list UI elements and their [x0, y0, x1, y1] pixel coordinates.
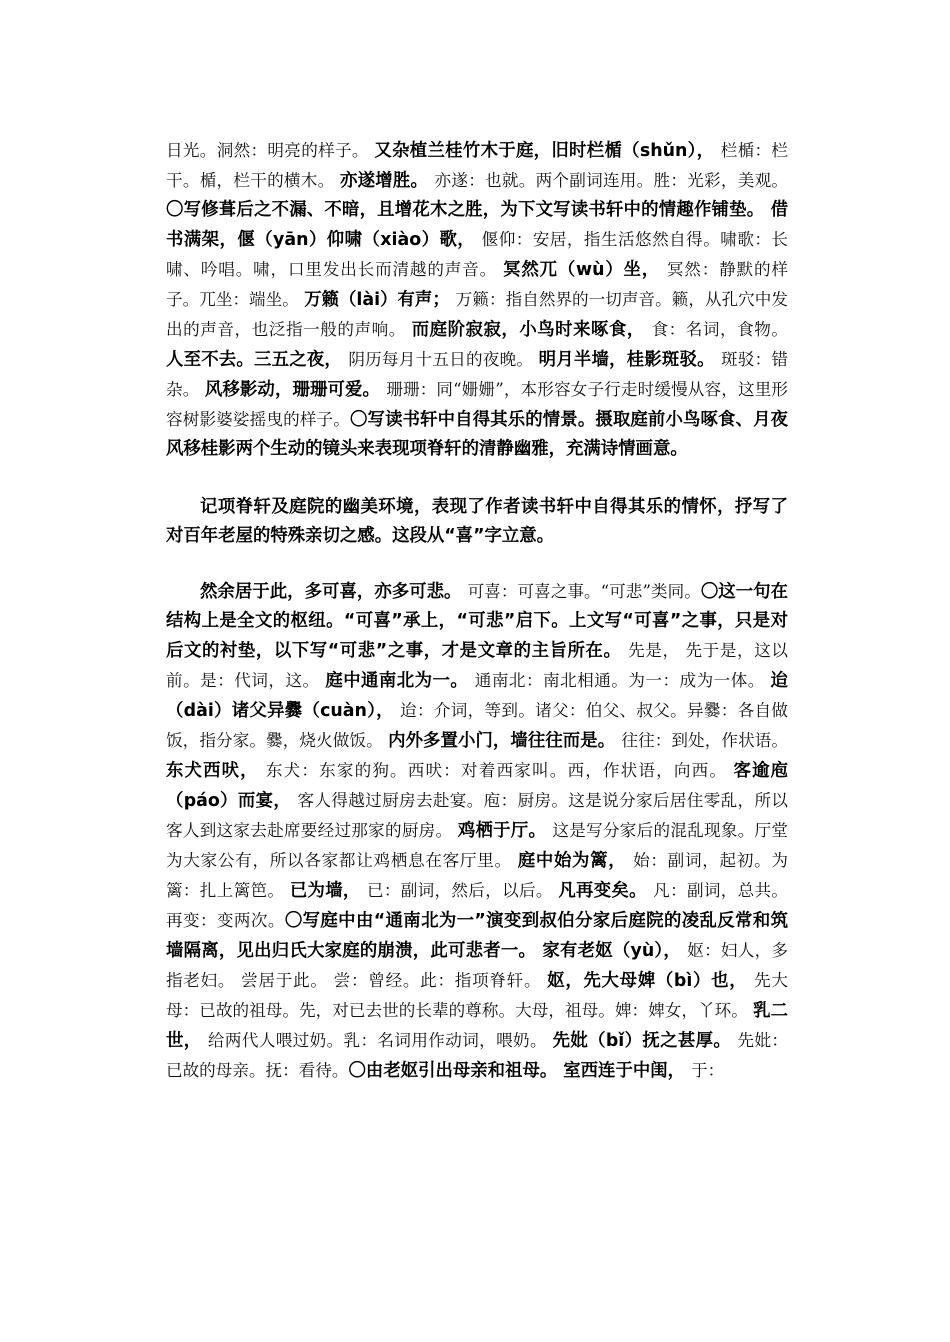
annotation-run: 通南北：南北相通。为一：成为一体。 [474, 671, 771, 690]
text-run: 妪，先大母婢（bì）也， [547, 971, 755, 991]
annotation-run: 冥然：静默的样子。兀坐：端坐。 [166, 260, 788, 309]
text-run: 迨（dài）诸父异爨（cuàn）， [166, 671, 788, 721]
text-run: 风移影动，珊珊可爱。 [204, 380, 387, 400]
annotation-run: 亦遂：也就。两个副词连用。胜：光彩，美观。 [434, 171, 789, 190]
annotation-run: 往往：到处，作状语。 [621, 731, 789, 750]
text-run: 庭中始为篱， [517, 851, 634, 871]
text-run: 冥然兀（wù）坐， [503, 260, 667, 280]
annotation-run: 迨：介词，等到。诸父：伯父、叔父。异爨：各自做饭，指分家。爨，烧火做饭。 [166, 701, 788, 750]
annotation-run: 斑驳：错杂。 [166, 350, 788, 399]
text-run: 先妣（bǐ）抚之甚厚。 [552, 1031, 738, 1051]
annotation-run: 东犬：东家的狗。西吠：对着西家叫。西，作状语，向西。 [265, 761, 734, 780]
annotation-run: 先妣：已故的母亲。抚：看待。 [166, 1031, 789, 1080]
text-run: 庭中通南北为一。 [325, 671, 475, 691]
text-run: 〇写读书轩中自得其乐的情景。摄取庭前小鸟啄食、月夜风移桂影两个生动的镜头来表现项脊轩的清静幽雅，充满诗情画意。 [166, 410, 788, 459]
text-run: 〇由老妪引出母亲和祖母。 室西连于中闺， [348, 1061, 692, 1081]
annotation-run: 阴历每月十五日的夜晚。 [348, 350, 539, 369]
annotation-run: 食：名词，食物。 [651, 320, 788, 339]
paragraph-1 [166, 136, 788, 464]
text-run: 明月半墙，桂影斑驳。 [538, 350, 721, 370]
annotation-run: 已：副词，然后，以后。 [366, 881, 559, 900]
annotation-run: 日光。洞然：明亮的样子。 [166, 141, 375, 160]
annotation-run: 先大母：已故的祖母。先，对已去世的长辈的尊称。大母，祖母。婢：婢女，丫环。 [166, 971, 789, 1020]
text-run: 鸡栖于厅。 [457, 821, 553, 841]
annotation-run: 凡：副词，总共。再变：变两次。 [166, 881, 789, 930]
text-run: 已为墙， [289, 881, 367, 901]
text-run: 万籁（lài）有声； [304, 290, 456, 310]
text-run: 〇写修葺后之不漏、不暗，且增花木之胜，为下文写读书轩中的情趣作铺垫。 借书满架，偃（yān）仰啸（xiào）歌， [166, 200, 788, 250]
annotation-run: 珊珊：同“姗姗”，本形容女子行走时缓慢从容，这里形容树影婆娑摇曳的样子。 [166, 380, 789, 429]
annotation-run: 可喜：可喜之事。“可悲”类同。 [467, 582, 701, 601]
text-run: 亦遂增胜。 [339, 171, 435, 191]
text-run: 人至不去。三五之夜， [166, 350, 349, 370]
text-run: 凡再变矣。 [558, 881, 654, 901]
annotation-run: 先是， 先于是，这以前。是：代词，这。 [166, 641, 788, 690]
annotation-run: 这是写分家后的混乱现象。厅堂为大家公有，所以各家都让鸡栖息在客厅里。 [166, 821, 788, 870]
text-run: 而庭阶寂寂，小鸟时来啄食， [411, 320, 652, 340]
annotation-run: 万籁：指自然界的一切声音。籁，从孔穴中发出的声音，也泛指一般的声响。 [166, 290, 788, 339]
text-run: 乳二世， [166, 1001, 788, 1051]
text-run: 然余居于此，多可喜，亦多可悲。 [200, 582, 468, 602]
annotation-run: 始：副词，起初。为篱：扎上篱笆。 [166, 851, 788, 900]
text-run: 〇写庭中由“通南北为一”演变到叔伯分家后庭院的凌乱反常和筑墙隔离，见出归氏大家庭的崩溃，此可悲者一。 家有老妪（yù）， [166, 911, 788, 961]
text-run: 东犬西吠， [166, 761, 266, 781]
text-run: 内外多置小门，墙往往而是。 [388, 731, 622, 751]
annotation-run: 偃仰：安居，指生活悠然自得。啸歌：长啸、吟唱。啸，口里发出长而清越的声音。 [166, 230, 788, 279]
document-page [166, 136, 788, 1086]
paragraph-3 [166, 577, 788, 1086]
text-run: 客逾庖（páo）而宴， [166, 761, 788, 811]
annotation-run: 客人得越过厨房去赴宴。庖：厨房。这是说分家后居住零乱，所以客人到这家去赴席要经过那家的厨房。 [166, 791, 788, 840]
paragraph-2-summary [166, 493, 788, 551]
text-run: 又杂植兰桂竹木于庭，旧时栏楯（shǔn）， [374, 141, 721, 161]
annotation-run: 栏楯：栏干。楯，栏干的横木。 [166, 141, 788, 190]
text-run: 记项脊轩及庭院的幽美环境，表现了作者读书轩中自得其乐的情怀，抒写了对百年老屋的特殊亲切之感。这段从“喜”字立意。 [166, 497, 788, 546]
annotation-run: 于： [691, 1061, 725, 1080]
text-run: 〇这一句在结构上是全文的枢纽。“可喜”承上，“可悲”启下。上文写“可喜”之事，只是对后文的衬垫，以下写“可悲”之事，才是文章的主旨所在。 [166, 582, 788, 661]
annotation-run: 给两代人喂过奶。乳：名词用作动词，喂奶。 [207, 1031, 553, 1050]
annotation-run: 妪：妇人，多指老妇。 尝居于此。 尝：曾经。此：指项脊轩。 [166, 941, 788, 990]
